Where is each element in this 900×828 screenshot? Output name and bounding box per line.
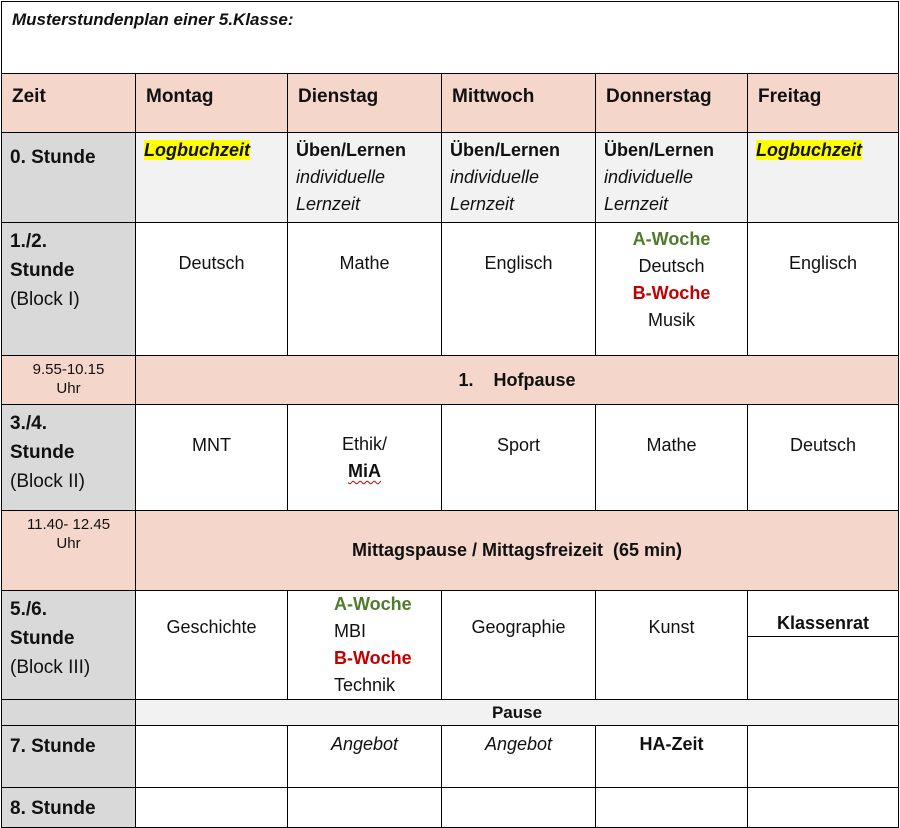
cell-don-2: Mathe bbox=[596, 405, 748, 511]
zeit-label: 3./4. bbox=[10, 413, 47, 434]
mittagspause-label: Mittagspause / Mittagsfreizeit (65 min) bbox=[136, 511, 899, 591]
zeit-stunde-8: 8. Stunde bbox=[2, 788, 136, 828]
zeit-label: 1./2. bbox=[10, 231, 47, 252]
a-woche-subject: MBI bbox=[334, 621, 367, 641]
row-block-2 bbox=[2, 405, 899, 511]
cell-die-0 bbox=[288, 133, 442, 223]
a-woche-subject: Deutsch bbox=[638, 256, 705, 276]
zeit-block-3 bbox=[2, 591, 136, 700]
row-hofpause bbox=[2, 356, 899, 405]
row-stunde-8 bbox=[2, 788, 899, 828]
zeit-mittagspause bbox=[2, 511, 136, 591]
b-woche-subject: Technik bbox=[334, 675, 396, 695]
individuelle-die: individuelle bbox=[296, 167, 386, 187]
b-woche-label: B-Woche bbox=[334, 648, 412, 668]
cell-don-7: HA-Zeit bbox=[596, 726, 748, 788]
cell-die-3 bbox=[288, 591, 442, 700]
logbuchzeit-fre: Logbuchzeit bbox=[756, 140, 862, 160]
zeit-block-label: (Block III) bbox=[10, 657, 91, 678]
cell-fre-7 bbox=[748, 726, 899, 788]
lernzeit-die: Lernzeit bbox=[296, 194, 361, 214]
row-pause bbox=[2, 700, 899, 726]
cell-mon-1: Deutsch bbox=[136, 223, 288, 356]
zeit-block-label: (Block II) bbox=[10, 471, 85, 492]
zeit-block-label: (Block I) bbox=[10, 289, 80, 310]
uben-lernen-die: Üben/Lernen bbox=[296, 140, 407, 160]
cell-fre-2: Deutsch bbox=[748, 405, 899, 511]
zeit-stunde-7: 7. Stunde bbox=[2, 726, 136, 788]
cell-don-3: Kunst bbox=[596, 591, 748, 700]
header-montag: Montag bbox=[136, 74, 288, 133]
zeit-block-1 bbox=[2, 223, 136, 356]
klassenrat-label: Klassenrat bbox=[748, 591, 898, 637]
row-block-3 bbox=[2, 591, 899, 700]
row-block-1 bbox=[2, 223, 899, 356]
row-stunde-0 bbox=[2, 133, 899, 223]
cell-mit-1: Englisch bbox=[442, 223, 596, 356]
zeit-label: Stunde bbox=[10, 442, 75, 463]
cell-mon-7 bbox=[136, 726, 288, 788]
uben-lernen-don: Üben/Lernen bbox=[604, 140, 715, 160]
pause-label: Pause bbox=[136, 700, 899, 726]
zeit-label: Stunde bbox=[10, 628, 75, 649]
header-donnerstag: Donnerstag bbox=[596, 74, 748, 133]
zeit-label: 5./6. bbox=[10, 599, 47, 620]
cell-mit-0 bbox=[442, 133, 596, 223]
cell-fre-0 bbox=[748, 133, 899, 223]
mia-label: MiA bbox=[348, 461, 381, 481]
logbuchzeit-mon: Logbuchzeit bbox=[144, 140, 250, 160]
cell-mon-8 bbox=[136, 788, 288, 828]
b-woche-subject: Musik bbox=[647, 310, 695, 330]
cell-mit-8 bbox=[442, 788, 596, 828]
cell-fre-8 bbox=[748, 788, 899, 828]
cell-die-1: Mathe bbox=[288, 223, 442, 356]
individuelle-don: individuelle bbox=[604, 167, 694, 187]
zeit-block-2 bbox=[2, 405, 136, 511]
cell-die-7: Angebot bbox=[288, 726, 442, 788]
cell-don-1 bbox=[596, 223, 748, 356]
row-stunde-7 bbox=[2, 726, 899, 788]
cell-mon-0 bbox=[136, 133, 288, 223]
ethik-label: Ethik/ bbox=[341, 434, 388, 454]
header-freitag: Freitag bbox=[748, 74, 899, 133]
cell-mon-2: MNT bbox=[136, 405, 288, 511]
cell-fre-3 bbox=[748, 591, 899, 700]
zeit-stunde-0: 0. Stunde bbox=[2, 133, 136, 223]
header-row bbox=[2, 74, 899, 133]
uben-lernen-mit: Üben/Lernen bbox=[450, 140, 561, 160]
zeit-hofpause bbox=[2, 356, 136, 405]
mia-wrap bbox=[288, 458, 441, 485]
a-woche-label: A-Woche bbox=[632, 229, 711, 249]
cell-don-0 bbox=[596, 133, 748, 223]
header-zeit: Zeit bbox=[2, 74, 136, 133]
a-woche-label: A-Woche bbox=[334, 594, 412, 614]
zeit-label: Stunde bbox=[10, 260, 75, 281]
header-dienstag: Dienstag bbox=[288, 74, 442, 133]
individuelle-mit: individuelle bbox=[450, 167, 540, 187]
zeit-pause-empty bbox=[2, 700, 136, 726]
hofpause-label: 1. Hofpause bbox=[136, 356, 899, 405]
b-woche-label: B-Woche bbox=[632, 283, 711, 303]
pause-time-unit: Uhr bbox=[56, 380, 81, 397]
cell-die-2 bbox=[288, 405, 442, 511]
cell-fre-1: Englisch bbox=[748, 223, 899, 356]
cell-mit-7: Angebot bbox=[442, 726, 596, 788]
header-mittwoch: Mittwoch bbox=[442, 74, 596, 133]
lernzeit-mit: Lernzeit bbox=[450, 194, 515, 214]
pause-time: 11.40- 12.45 bbox=[26, 516, 111, 533]
lernzeit-don: Lernzeit bbox=[604, 194, 669, 214]
pause-time: 9.55-10.15 bbox=[32, 361, 105, 378]
cell-mon-3: Geschichte bbox=[136, 591, 288, 700]
timetable bbox=[1, 1, 899, 828]
cell-mit-3: Geographie bbox=[442, 591, 596, 700]
page-title: Musterstundenplan einer 5.Klasse: bbox=[2, 2, 899, 74]
cell-die-8 bbox=[288, 788, 442, 828]
pause-time-unit: Uhr bbox=[56, 535, 81, 552]
cell-mit-2: Sport bbox=[442, 405, 596, 511]
cell-don-8 bbox=[596, 788, 748, 828]
row-mittagspause bbox=[2, 511, 899, 591]
